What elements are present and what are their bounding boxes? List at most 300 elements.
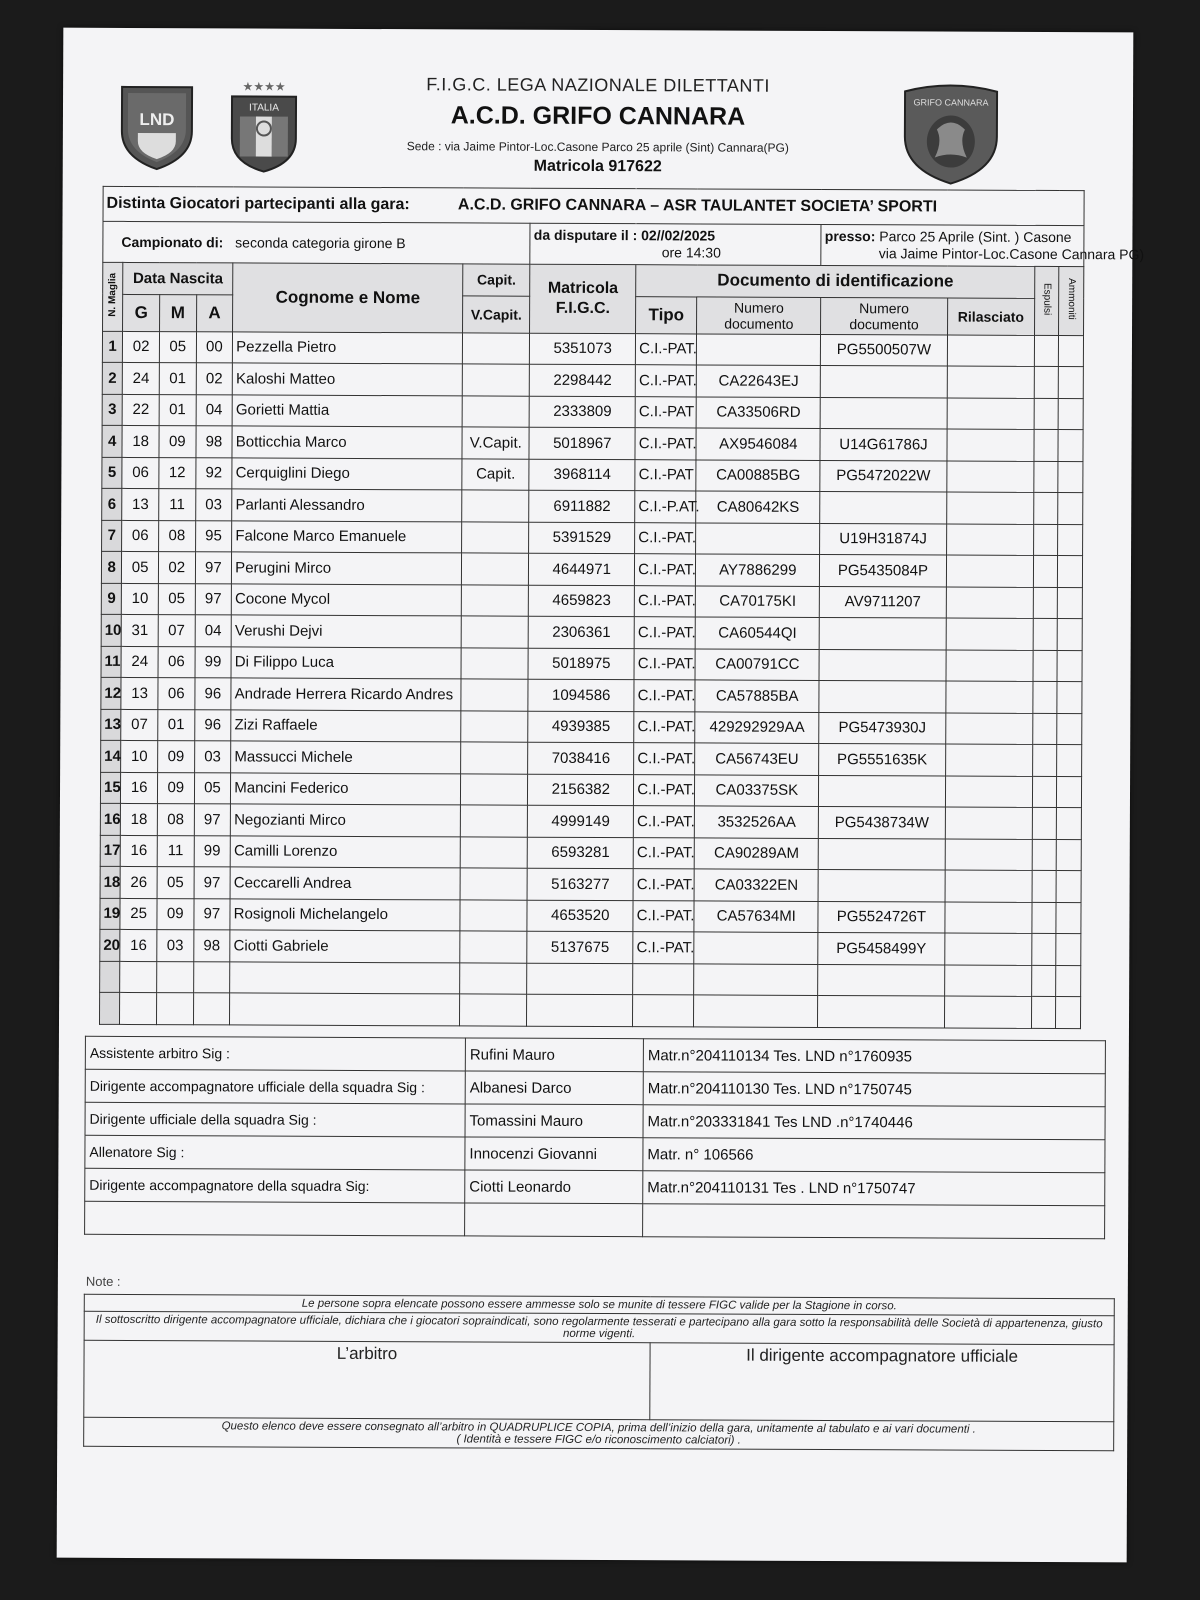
birth-month: 09 xyxy=(159,426,196,458)
ammoniti-cell xyxy=(1057,839,1082,871)
document-number-1: CA80642KS xyxy=(696,491,820,523)
espulsi-cell xyxy=(1034,492,1059,524)
birth-day: 13 xyxy=(122,488,159,520)
birth-day: 05 xyxy=(122,551,159,583)
player-matricola: 2298442 xyxy=(530,364,636,396)
player-matricola xyxy=(527,963,633,995)
player-matricola: 5163277 xyxy=(527,868,633,900)
espulsi-cell xyxy=(1032,870,1057,902)
document-number-2: PG5551635K xyxy=(819,743,945,775)
birth-month: 08 xyxy=(159,520,196,552)
espulsi-cell xyxy=(1032,933,1057,965)
table-row xyxy=(101,740,1082,776)
staff-name: Ciotti Leonardo xyxy=(465,1170,643,1204)
table-row xyxy=(102,362,1083,398)
player-name: Falcone Marco Emanuele xyxy=(232,520,462,553)
document-type: C.I.-PAT. xyxy=(633,869,694,901)
player-number: 4 xyxy=(102,425,122,457)
birth-year: 03 xyxy=(194,741,231,773)
staff-info xyxy=(643,1204,1105,1239)
table-row xyxy=(101,614,1082,650)
document-number-2 xyxy=(819,775,945,807)
document-number-2 xyxy=(821,365,947,397)
birth-day: 07 xyxy=(121,709,158,741)
ammoniti-cell xyxy=(1057,776,1082,808)
player-number: 12 xyxy=(101,677,121,709)
club-address: Sede : via Jaime Pintor-Loc.Casone Parco 25 aprile (Sint) Cannara(PG) xyxy=(406,139,789,155)
espulsi-cell xyxy=(1033,618,1058,650)
captain-role xyxy=(461,742,528,774)
ammoniti-cell xyxy=(1058,587,1083,619)
document-number-1: 429292929AA xyxy=(695,711,819,743)
club-matricola: Matricola 917622 xyxy=(533,157,662,176)
col-tipo: Tipo xyxy=(636,296,697,333)
birth-day xyxy=(120,992,157,1024)
staff-role: Allenatore Sig : xyxy=(85,1135,465,1170)
document-number-2: PG5500507W xyxy=(821,334,947,366)
document-number-2: PG5472022W xyxy=(820,460,946,492)
ammoniti-cell xyxy=(1057,808,1082,840)
document-number-1: CA03375SK xyxy=(695,774,819,806)
ammoniti-cell xyxy=(1058,556,1083,588)
header-row-1 xyxy=(103,262,1084,298)
document-type xyxy=(633,995,694,1027)
document-number-2: PG5435084P xyxy=(820,554,946,586)
document-type: C.I.-PAT. xyxy=(634,806,695,838)
document-type: C.I.-PAT. xyxy=(634,743,695,775)
espulsi-cell xyxy=(1033,681,1058,713)
signature-arbitro: L’arbitro xyxy=(84,1340,650,1419)
document-type: C.I.-PAT. xyxy=(634,585,695,617)
rilasciato-cell xyxy=(945,744,1033,776)
espulsi-cell xyxy=(1032,965,1057,997)
document-number-2: AV9711207 xyxy=(820,586,946,618)
document-number-1 xyxy=(697,333,821,365)
birth-day: 18 xyxy=(121,803,158,835)
staff-row xyxy=(85,1168,1105,1205)
captain-role xyxy=(461,616,528,648)
rilasciato-cell xyxy=(947,366,1035,398)
staff-role: Dirigente accompagnatore ufficiale della squadra Sig : xyxy=(85,1069,465,1104)
player-name: Ceccarelli Andrea xyxy=(230,867,460,900)
table-row xyxy=(102,520,1083,556)
player-number: 10 xyxy=(101,614,121,646)
document-type: C.I.-PAT xyxy=(635,396,696,428)
svg-text:★★★★: ★★★★ xyxy=(242,79,286,94)
document-type: C.I.-PAT. xyxy=(634,617,695,649)
staff-rows xyxy=(85,1036,1106,1238)
document-number-1: CA22643EJ xyxy=(696,365,820,397)
birth-year: 98 xyxy=(193,930,230,962)
italia-logo-text: ITALIA xyxy=(249,102,279,114)
espulsi-cell xyxy=(1032,839,1057,871)
player-name: Kaloshi Matteo xyxy=(232,363,462,396)
document-type: C.I.-PAT. xyxy=(636,333,697,365)
player-name: Botticchia Marco xyxy=(232,426,462,459)
player-matricola: 4999149 xyxy=(528,805,634,837)
rilasciato-cell xyxy=(946,492,1034,524)
document-number-1 xyxy=(694,963,818,995)
ammoniti-cell xyxy=(1059,367,1084,399)
birth-day: 16 xyxy=(120,929,157,961)
player-number: 5 xyxy=(102,457,122,489)
staff-row xyxy=(85,1069,1105,1106)
captain-role xyxy=(462,364,529,396)
player-name: Cocone Mycol xyxy=(232,583,462,616)
table-row xyxy=(101,709,1082,745)
ammoniti-cell xyxy=(1056,997,1081,1029)
match-row xyxy=(103,186,1084,225)
player-matricola: 7038416 xyxy=(528,742,634,774)
document-number-2: PG5524726T xyxy=(818,901,944,933)
document-type: C.I.-PAT xyxy=(635,459,696,491)
birth-month: 01 xyxy=(158,709,195,741)
ammoniti-cell xyxy=(1057,650,1082,682)
player-number: 13 xyxy=(101,709,121,741)
birth-month: 02 xyxy=(158,552,195,584)
ammoniti-cell xyxy=(1058,619,1083,651)
espulsi-cell xyxy=(1033,776,1058,808)
rilasciato-cell xyxy=(946,618,1034,650)
document-number-2: U19H31874J xyxy=(820,523,946,555)
document-number-1: CA90289AM xyxy=(694,837,818,869)
document-number-2 xyxy=(820,491,946,523)
table-row xyxy=(100,929,1081,965)
col-capit: Capit. xyxy=(463,264,530,296)
players-table xyxy=(99,186,1145,1029)
birth-month: 06 xyxy=(158,678,195,710)
rilasciato-cell xyxy=(946,555,1034,587)
player-name: Di Filippo Luca xyxy=(231,646,461,679)
col-espulsi: Espulsi xyxy=(1041,282,1053,315)
ammoniti-cell xyxy=(1058,461,1083,493)
staff-row xyxy=(85,1102,1105,1139)
staff-name: Tomassini Mauro xyxy=(465,1104,643,1138)
presso-label: presso: xyxy=(824,227,876,245)
player-number: 8 xyxy=(101,551,121,583)
document-number-1: CA70175KI xyxy=(696,585,820,617)
staff-info: Matr. n° 106566 xyxy=(643,1138,1105,1173)
birth-month xyxy=(156,993,193,1025)
player-number: 14 xyxy=(101,740,121,772)
birth-day: 06 xyxy=(122,520,159,552)
player-matricola: 5137675 xyxy=(527,931,633,963)
col-m: M xyxy=(159,294,196,331)
espulsi-cell xyxy=(1033,650,1058,682)
birth-month: 08 xyxy=(157,804,194,836)
table-row xyxy=(102,457,1083,493)
player-number: 20 xyxy=(100,929,120,961)
player-number: 6 xyxy=(102,488,122,520)
birth-month: 07 xyxy=(158,615,195,647)
player-matricola: 1094586 xyxy=(528,679,634,711)
document-type: C.I.-PAT. xyxy=(634,774,695,806)
ammoniti-cell xyxy=(1059,398,1084,430)
document-number-1: CA60544QI xyxy=(695,617,819,649)
document-number-2 xyxy=(818,964,944,996)
ammoniti-cell xyxy=(1056,934,1081,966)
birth-month: 11 xyxy=(159,489,196,521)
document-number-1: CA00791CC xyxy=(695,648,819,680)
player-number: 15 xyxy=(100,772,120,804)
espulsi-cell xyxy=(1033,587,1058,619)
staff-table xyxy=(84,1036,1106,1239)
player-name: Massucci Michele xyxy=(231,741,461,774)
player-name: Cerquiglini Diego xyxy=(232,457,462,490)
document-number-1: 3532526AA xyxy=(695,806,819,838)
player-name: Andrade Herrera Ricardo Andres xyxy=(231,678,461,711)
player-name: Perugini Mirco xyxy=(232,552,462,585)
table-row xyxy=(99,992,1080,1028)
player-number: 9 xyxy=(101,583,121,615)
table-row xyxy=(102,488,1083,524)
player-matricola: 5351073 xyxy=(530,333,636,365)
lnd-logo-text: LND xyxy=(139,110,175,130)
captain-role xyxy=(463,332,530,364)
player-number: 1 xyxy=(102,331,122,363)
footer-line-3: Questo elenco deve essere consegnato all’arbitro in QUADRUPLICE COPIA, prima dell’inizio della gara, unitamente al tabulato e ai vari documenti . xyxy=(221,1420,976,1436)
staff-name: Innocenzi Giovanni xyxy=(465,1137,643,1171)
player-number: 7 xyxy=(102,520,122,552)
document-number-2 xyxy=(818,995,944,1027)
document-number-1: CA33506RD xyxy=(696,396,820,428)
document-number-2: PG5473930J xyxy=(819,712,945,744)
staff-role: Dirigente accompagnatore della squadra Sig: xyxy=(85,1168,465,1203)
player-name xyxy=(230,993,460,1026)
captain-role xyxy=(460,899,527,931)
birth-day: 02 xyxy=(123,331,160,363)
player-number: 3 xyxy=(102,394,122,426)
espulsi-cell xyxy=(1032,996,1057,1028)
birth-year: 97 xyxy=(195,583,232,615)
document-number-2: PG5438734W xyxy=(819,806,945,838)
rilasciato-cell xyxy=(945,870,1033,902)
player-matricola: 4644971 xyxy=(529,553,635,585)
birth-year: 02 xyxy=(196,363,233,395)
table-row xyxy=(102,394,1083,430)
rilasciato-cell xyxy=(946,587,1034,619)
rilasciato-cell xyxy=(945,839,1033,871)
staff-name xyxy=(465,1203,643,1237)
footer-table xyxy=(83,1294,1115,1451)
ammoniti-cell xyxy=(1057,871,1082,903)
table-row xyxy=(100,866,1081,902)
rilasciato-cell xyxy=(947,398,1035,430)
birth-year: 96 xyxy=(194,709,231,741)
document-type: C.I.-PAT. xyxy=(634,648,695,680)
birth-day: 24 xyxy=(123,362,160,394)
campionato-row xyxy=(103,221,1084,266)
birth-month: 05 xyxy=(157,867,194,899)
player-number: 2 xyxy=(102,362,122,394)
document-number-1 xyxy=(696,522,820,554)
staff-info: Matr.n°204110130 Tes. LND n°1750745 xyxy=(643,1072,1105,1107)
match-label: Distinta Giocatori partecipanti alla gara: xyxy=(106,194,410,214)
rilasciato-cell xyxy=(944,965,1032,997)
captain-role xyxy=(462,553,529,585)
ammoniti-cell xyxy=(1057,713,1082,745)
document-number-1: CA03322EN xyxy=(694,869,818,901)
captain-role xyxy=(460,962,527,994)
rilasciato-cell xyxy=(944,996,1032,1028)
staff-role: Assistente arbitro Sig : xyxy=(85,1036,465,1071)
document-type: C.I.-PAT. xyxy=(635,365,696,397)
captain-role xyxy=(462,395,529,427)
document-number-2 xyxy=(820,397,946,429)
rilasciato-cell xyxy=(946,524,1034,556)
birth-day: 16 xyxy=(121,835,158,867)
birth-month: 01 xyxy=(159,394,196,426)
captain-role: V.Capit. xyxy=(462,427,529,459)
rilasciato-cell xyxy=(947,429,1035,461)
espulsi-cell xyxy=(1034,429,1059,461)
col-documento: Documento di identificazione xyxy=(636,265,1035,298)
col-numero-2: Numero documento xyxy=(821,297,947,335)
birth-year: 97 xyxy=(194,867,231,899)
document-number-2 xyxy=(818,869,944,901)
col-matricola: Matricola F.I.G.C. xyxy=(530,264,636,333)
birth-day: 06 xyxy=(122,457,159,489)
espulsi-cell xyxy=(1034,335,1059,367)
ammoniti-cell xyxy=(1057,682,1082,714)
rilasciato-cell xyxy=(946,461,1034,493)
birth-day: 31 xyxy=(121,614,158,646)
ammoniti-cell xyxy=(1058,524,1083,556)
birth-year: 96 xyxy=(194,678,231,710)
espulsi-cell xyxy=(1032,807,1057,839)
footer-line-4: ( Identità e tessere FIGC e/o riconoscimento calciatori) . xyxy=(456,1433,741,1447)
player-rows xyxy=(99,331,1083,1028)
birth-year: 04 xyxy=(195,615,232,647)
table-row xyxy=(101,551,1082,587)
birth-day xyxy=(120,961,157,993)
captain-role xyxy=(460,868,527,900)
captain-role xyxy=(460,931,527,963)
staff-role: Dirigente ufficiale della squadra Sig : xyxy=(85,1102,465,1137)
table-row xyxy=(102,425,1083,461)
col-numero-1: Numero documento xyxy=(697,296,821,334)
rilasciato-cell xyxy=(944,933,1032,965)
birth-month: 05 xyxy=(158,583,195,615)
col-ammoniti: Ammoniti xyxy=(1065,277,1077,320)
document-sheet xyxy=(57,28,1145,1563)
player-name: Rosignoli Michelangelo xyxy=(230,898,460,931)
col-rilasciato: Rilasciato xyxy=(947,298,1035,335)
captain-role xyxy=(461,679,528,711)
espulsi-cell xyxy=(1034,398,1059,430)
player-name: Gorietti Mattia xyxy=(232,394,462,427)
player-number xyxy=(99,992,119,1024)
espulsi-cell xyxy=(1033,744,1058,776)
birth-day: 10 xyxy=(122,583,159,615)
birth-year: 00 xyxy=(196,331,233,363)
captain-role xyxy=(461,710,528,742)
document-type: C.I.-PAT. xyxy=(633,900,694,932)
signature-dirigente: Il dirigente accompagnatore ufficiale xyxy=(650,1343,1114,1422)
birth-year: 98 xyxy=(196,426,233,458)
staff-role xyxy=(85,1201,465,1236)
document-header xyxy=(63,28,1134,183)
ammoniti-cell xyxy=(1057,745,1082,777)
player-number: 19 xyxy=(100,898,120,930)
birth-month: 11 xyxy=(157,835,194,867)
document-type: C.I.-P.AT. xyxy=(635,491,696,523)
player-matricola: 5018975 xyxy=(528,648,634,680)
birth-month: 12 xyxy=(159,457,196,489)
table-row xyxy=(100,961,1081,997)
captain-role xyxy=(462,521,529,553)
document-type: C.I.-PAT. xyxy=(634,680,695,712)
player-matricola: 4653520 xyxy=(527,900,633,932)
birth-month: 09 xyxy=(158,741,195,773)
espulsi-cell xyxy=(1034,461,1059,493)
captain-role xyxy=(462,490,529,522)
captain-role xyxy=(461,584,528,616)
document-number-2: U14G61786J xyxy=(820,428,946,460)
match-date: da disputare il : 02//02/2025 xyxy=(533,226,716,244)
player-matricola: 2156382 xyxy=(528,774,634,806)
birth-year: 97 xyxy=(195,552,232,584)
note-label: Note : xyxy=(85,1273,121,1289)
birth-year: 92 xyxy=(195,457,232,489)
player-matricola: 4659823 xyxy=(529,585,635,617)
table-row xyxy=(100,835,1081,871)
espulsi-cell xyxy=(1034,366,1059,398)
col-g: G xyxy=(123,294,160,331)
rilasciato-cell xyxy=(945,681,1033,713)
staff-row xyxy=(85,1135,1105,1172)
espulsi-cell xyxy=(1033,555,1058,587)
player-matricola: 6593281 xyxy=(528,837,634,869)
col-a: A xyxy=(196,294,233,331)
player-matricola: 2306361 xyxy=(529,616,635,648)
espulsi-cell xyxy=(1034,524,1059,556)
ammoniti-cell xyxy=(1058,493,1083,525)
player-name: Negozianti Mirco xyxy=(231,804,461,837)
rilasciato-cell xyxy=(945,807,1033,839)
club-logo-text: GRIFO CANNARA xyxy=(913,97,989,108)
col-vcapit: V.Capit. xyxy=(463,295,530,332)
birth-day: 16 xyxy=(121,772,158,804)
col-data-nascita: Data Nascita xyxy=(123,262,233,294)
captain-role xyxy=(460,994,527,1026)
captain-role xyxy=(461,805,528,837)
player-matricola: 5018967 xyxy=(529,427,635,459)
player-number: 17 xyxy=(100,835,120,867)
player-number: 16 xyxy=(100,803,120,835)
player-name: Zizi Raffaele xyxy=(231,709,461,742)
birth-day: 18 xyxy=(122,425,159,457)
player-matricola: 2333809 xyxy=(529,396,635,428)
document-number-1: CA57634MI xyxy=(694,900,818,932)
player-name: Camilli Lorenzo xyxy=(230,835,460,868)
birth-month: 09 xyxy=(157,898,194,930)
birth-month: 03 xyxy=(157,930,194,962)
birth-day: 13 xyxy=(121,677,158,709)
document-number-1: AX9546084 xyxy=(696,428,820,460)
footer-line-1: Le persone sopra elencate possono essere ammesse solo se munite di tessere FIGC valide per la Stagione in corso. xyxy=(84,1294,1114,1315)
birth-month xyxy=(157,961,194,993)
rilasciato-cell xyxy=(946,650,1034,682)
document-type xyxy=(633,963,694,995)
player-matricola: 3968114 xyxy=(529,459,635,491)
player-name: Parlanti Alessandro xyxy=(232,489,462,522)
player-name: Mancini Federico xyxy=(231,772,461,805)
birth-year: 97 xyxy=(194,898,231,930)
player-number: 11 xyxy=(101,646,121,678)
player-name: Ciotti Gabriele xyxy=(230,930,460,963)
player-name: Pezzella Pietro xyxy=(233,331,463,364)
